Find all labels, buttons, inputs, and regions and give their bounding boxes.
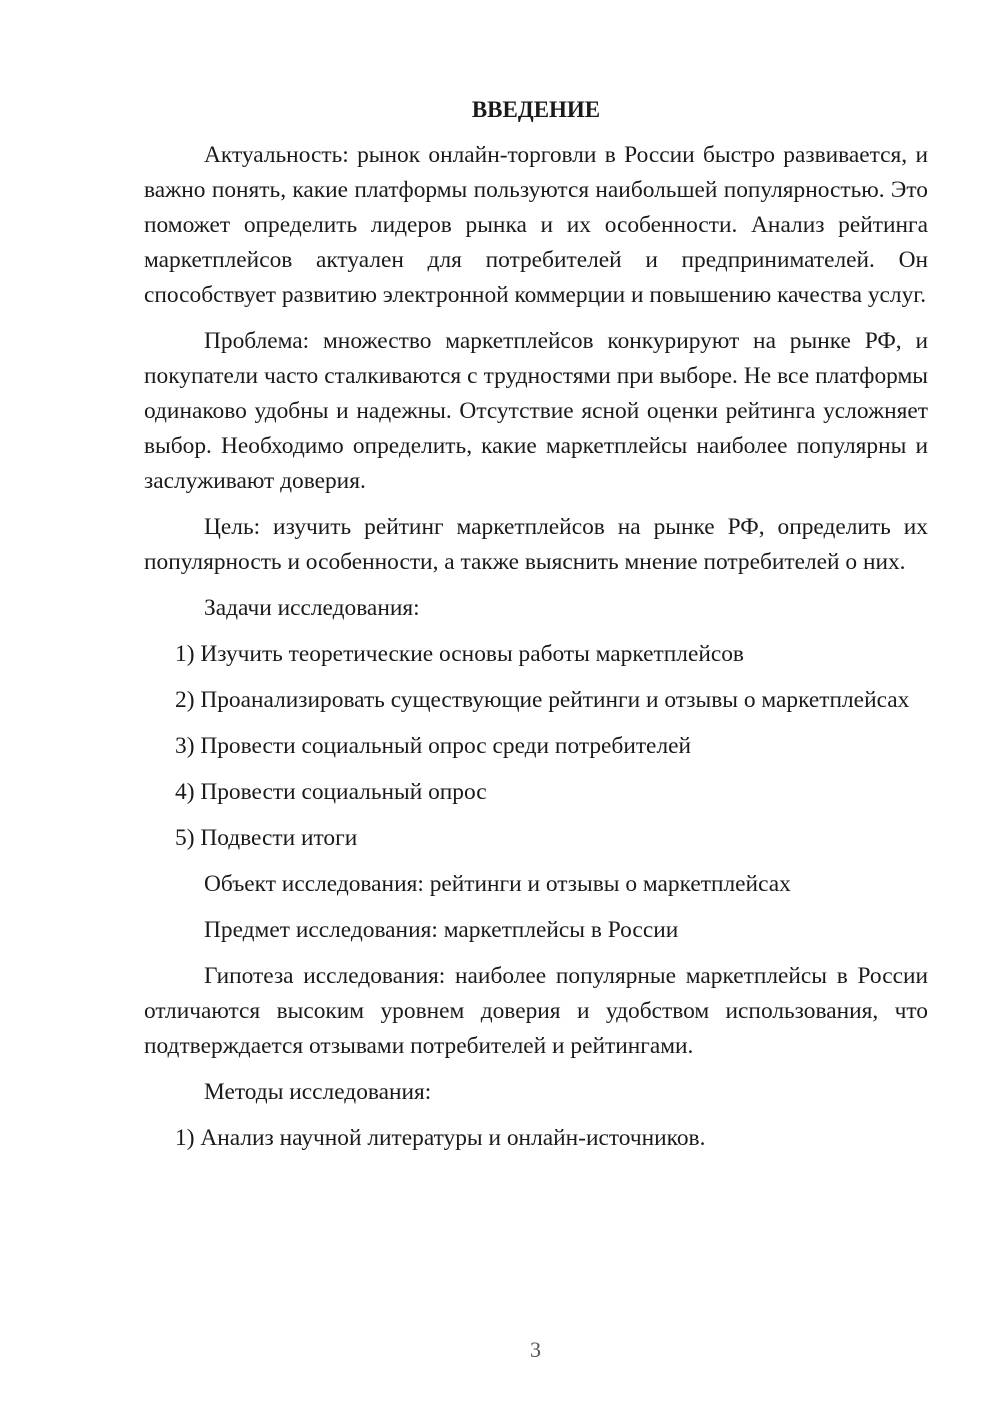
- task-item-1: 1) Изучить теоретические основы работы маркетплейсов: [175, 641, 744, 667]
- object-paragraph: Объект исследования: рейтинги и отзывы о маркетплейсах: [204, 871, 791, 897]
- section-heading: ВВЕДЕНИЕ: [471, 97, 601, 122]
- task-item-2: 2) Проанализировать существующие рейтинги и отзывы о маркетплейсах: [175, 687, 910, 713]
- hypothesis-paragraph: Гипотеза исследования: наиболее популярные маркетплейсы в России отличаются высоким уровнем доверия и удобством использования, что подтверждается отзывами потребителей и рейтингами.: [144, 963, 928, 1059]
- page-content: [144, 92, 928, 1167]
- relevance-paragraph: Актуальность: рынок онлайн-торговли в России быстро развивается, и важно понять, какие платформы пользуются наибольшей популярностью. Это поможет определить лидеров рынка и их особенности. Анализ рейтинга маркетплейсов актуален для потребителей и предпринимателей. Он способствует развитию электронной коммерции и повышению качества услуг.: [144, 142, 928, 308]
- page-number: 3: [530, 1337, 541, 1362]
- subject-paragraph: Предмет исследования: маркетплейсы в России: [204, 917, 679, 943]
- tasks-title: Задачи исследования:: [204, 595, 420, 621]
- task-item-3: 3) Провести социальный опрос среди потребителей: [175, 733, 692, 759]
- task-item-5: 5) Подвести итоги: [175, 825, 358, 851]
- problem-paragraph: Проблема: множество маркетплейсов конкурируют на рынке РФ, и покупатели часто сталкиваются с трудностями при выборе. Не все платформы одинаково удобны и надежны. Отсутствие ясной оценки рейтинга усложняет выбор. Необходимо определить, какие маркетплейсы наиболее популярны и заслуживают доверия.: [144, 328, 928, 494]
- goal-paragraph: Цель: изучить рейтинг маркетплейсов на рынке РФ, определить их популярность и особенности, а также выяснить мнение потребителей о них.: [144, 514, 928, 575]
- methods-title: Методы исследования:: [204, 1079, 432, 1105]
- method-item-1: 1) Анализ научной литературы и онлайн-источников.: [175, 1125, 706, 1151]
- task-item-4: 4) Провести социальный опрос: [175, 779, 487, 805]
